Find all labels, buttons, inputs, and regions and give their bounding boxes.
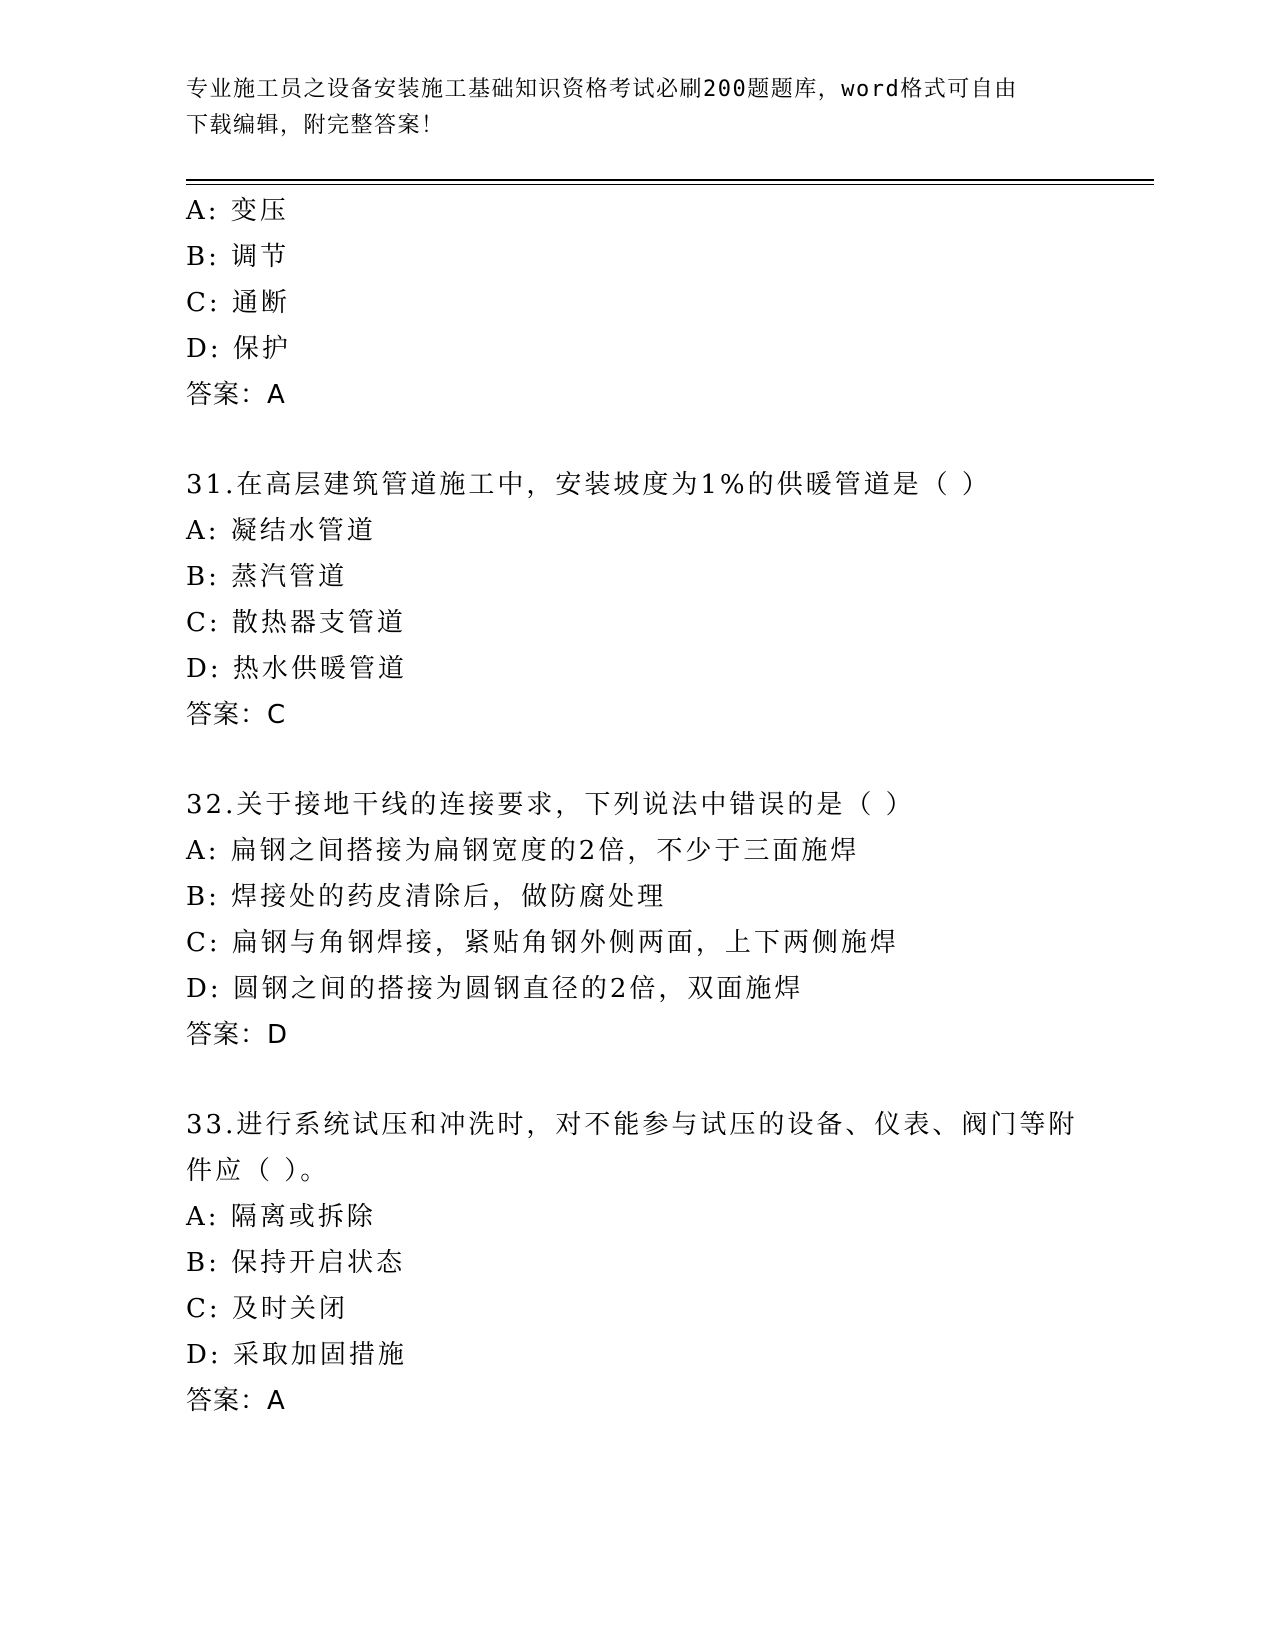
option-b: B: 蒸汽管道 — [186, 562, 348, 592]
question-31-block — [186, 462, 1086, 738]
option-b: B: 调节 — [186, 242, 290, 272]
question-stem: 32.关于接地干线的连接要求，下列说法中错误的是（ ） — [186, 790, 915, 820]
option-d: D: 圆钢之间的搭接为圆钢直径的2倍，双面施焊 — [186, 974, 804, 1004]
option-b: B: 焊接处的药皮清除后，做防腐处理 — [186, 882, 667, 912]
header-divider-thick — [186, 179, 1154, 181]
option-d: D: 保护 — [186, 334, 291, 364]
answer-line: 答案：D — [186, 1020, 289, 1050]
option-c: C: 通断 — [186, 288, 290, 318]
question-stem: 31.在高层建筑管道施工中，安装坡度为1%的供暖管道是（ ） — [186, 470, 991, 500]
answer-line: 答案：A — [186, 1386, 286, 1416]
answer-line: 答案：C — [186, 700, 287, 730]
question-32-block — [186, 782, 1086, 1058]
option-a: A: 隔离或拆除 — [186, 1202, 376, 1232]
question-33-block — [186, 1102, 1086, 1424]
option-d: D: 热水供暖管道 — [186, 654, 407, 684]
option-a: A: 变压 — [186, 196, 289, 226]
option-a: A: 凝结水管道 — [186, 516, 376, 546]
option-c: C: 扁钢与角钢焊接，紧贴角钢外侧两面，上下两侧施焊 — [186, 928, 899, 958]
question-list — [186, 188, 1086, 1424]
document-header — [186, 72, 1086, 144]
option-d: D: 采取加固措施 — [186, 1340, 407, 1370]
option-a: A: 扁钢之间搭接为扁钢宽度的2倍，不少于三面施焊 — [186, 836, 860, 866]
option-c: C: 及时关闭 — [186, 1294, 348, 1324]
header-line-2: 下载编辑，附完整答案！ — [186, 113, 445, 138]
question-stem-line-1: 33.进行系统试压和冲洗时，对不能参与试压的设备、仪表、阀门等附 — [186, 1110, 1078, 1140]
answer-line: 答案：A — [186, 380, 286, 410]
option-c: C: 散热器支管道 — [186, 608, 406, 638]
question-stem-line-2: 件应（ ）。 — [186, 1156, 330, 1186]
header-divider-thin — [186, 184, 1154, 185]
previous-question-block — [186, 188, 1086, 418]
option-b: B: 保持开启状态 — [186, 1248, 406, 1278]
header-line-1: 专业施工员之设备安装施工基础知识资格考试必刷200题题库，word格式可自由 — [186, 77, 1018, 102]
